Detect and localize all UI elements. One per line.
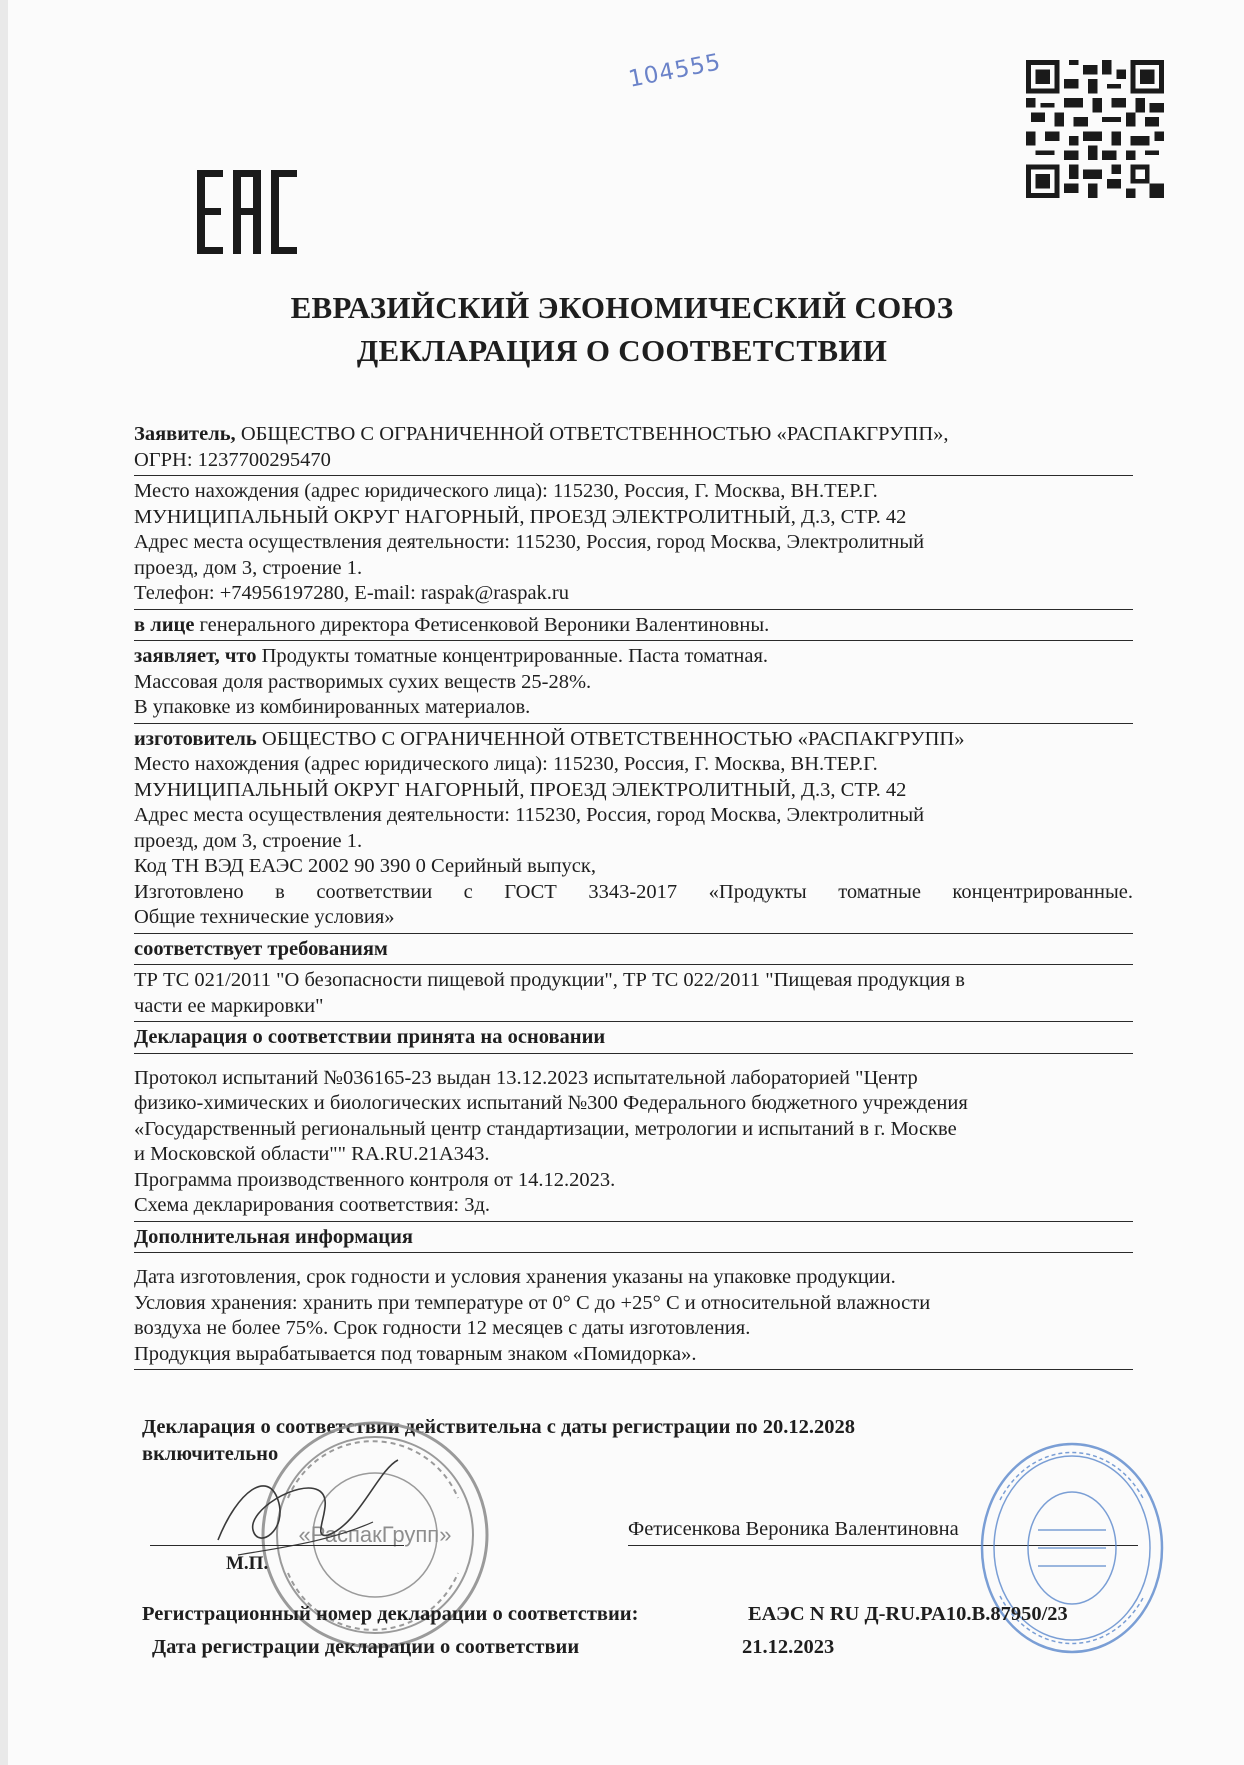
representative-section	[134, 613, 1133, 642]
qr-code-icon	[1026, 58, 1164, 200]
eac-logo-icon	[197, 170, 297, 254]
applicant-ogrn: ОГРН: 1237700295470	[134, 448, 331, 471]
basis-line: Протокол испытаний №036165-23 выдан 13.12.2023 испытательной лабораторией "Центр	[134, 1066, 918, 1089]
additional-line: Продукция вырабатывается под товарным знаком «Помидорка».	[134, 1342, 697, 1365]
basis-line: физико-химических и биологических испытаний №300 Федерального бюджетного учреждения	[134, 1092, 968, 1114]
declares-section	[134, 644, 1133, 724]
signer-name: Фетисенкова Вероника Валентиновна	[628, 1518, 959, 1540]
requirements-line: ТР ТС 021/2011 "О безопасности пищевой продукции", ТР ТС 022/2011 "Пищевая продукция в	[134, 969, 965, 991]
seal-place-label: М.П.	[226, 1553, 269, 1574]
registration-number-label: Регистрационный номер декларации о соответствии:	[142, 1603, 639, 1625]
manufacturer-line: Общие технические условия»	[134, 906, 395, 928]
manufacturer-section	[134, 727, 1133, 934]
address-line: проезд, дом 3, строение 1.	[134, 556, 363, 579]
manufacturer-line: Место нахождения (адрес юридического лица): 115230, Россия, Г. Москва, ВН.ТЕР.Г.	[134, 753, 878, 775]
scan-edge	[0, 0, 8, 1765]
additional-line: Дата изготовления, срок годности и условия хранения указаны на упаковке продукции.	[134, 1266, 896, 1288]
address-line: Адрес места осуществления деятельности: 115230, Россия, город Москва, Электролитный	[134, 531, 925, 553]
basis-section	[134, 1066, 1133, 1222]
registration-number-value: ЕАЭС N RU Д-RU.PA10.B.87950/23	[748, 1603, 1068, 1625]
manufacturer-line: Адрес места осуществления деятельности: 115230, Россия, город Москва, Электролитный	[134, 804, 925, 826]
basis-line: и Московской области"" RA.RU.21A343.	[134, 1143, 490, 1165]
registration-date-label: Дата регистрации декларации о соответствии	[152, 1636, 580, 1658]
declaration-body	[134, 422, 1133, 1373]
basis-heading-section	[134, 1025, 1133, 1054]
applicant-section	[134, 422, 1133, 476]
requirements-section	[134, 968, 1133, 1022]
contact-line: Телефон: +74956197280, E-mail: raspak@raspak.ru	[134, 582, 569, 604]
union-title: ЕВРАЗИЙСКИЙ ЭКОНОМИЧЕСКИЙ СОЮЗ	[290, 290, 954, 325]
address-section	[134, 479, 1133, 610]
registration-date-value: 21.12.2023	[742, 1636, 835, 1658]
product-name: Продукты томатные концентрированные. Паста томатная.	[256, 645, 769, 667]
validity-line: Декларация о соответствии действительна с даты регистрации по 20.12.2028	[142, 1416, 855, 1438]
manufacturer-line: Код ТН ВЭД ЕАЭС 2002 90 390 0 Серийный выпуск,	[134, 855, 596, 877]
manufacturer-name: ОБЩЕСТВО С ОГРАНИЧЕННОЙ ОТВЕТСТВЕННОСТЬЮ «РАСПАКГРУПП»	[256, 727, 965, 750]
basis-line: Схема декларирования соответствия: 3д.	[134, 1194, 491, 1216]
additional-line: Условия хранения: хранить при температуре от 0° С до +25° С и относительной влажности	[134, 1291, 931, 1314]
address-line: МУНИЦИПАЛЬНЫЙ ОКРУГ НАГОРНЫЙ, ПРОЕЗД ЭЛЕКТРОЛИТНЫЙ, Д.3, СТР. 42	[134, 505, 907, 528]
additional-label: Дополнительная информация	[134, 1225, 413, 1248]
additional-line: воздуха не более 75%. Срок годности 12 месяцев с даты изготовления.	[134, 1317, 751, 1339]
basis-label: Декларация о соответствии принята на основании	[134, 1026, 606, 1048]
seal-center-text: «РаспакГрупп»	[298, 1522, 452, 1547]
validity-line: включительно	[142, 1443, 279, 1465]
requirements-line: части ее маркировки"	[134, 994, 324, 1017]
document-title: ДЕКЛАРАЦИЯ О СООТВЕТСТВИИ	[356, 333, 888, 368]
additional-section	[134, 1265, 1133, 1370]
spacer	[134, 1057, 1133, 1066]
product-line: В упаковке из комбинированных материалов.	[134, 696, 531, 718]
spacer	[134, 1256, 1133, 1265]
applicant-name: ОБЩЕСТВО С ОГРАНИЧЕННОЙ ОТВЕТСТВЕННОСТЬЮ «РАСПАКГРУПП»,	[235, 423, 949, 445]
basis-line: Программа производственного контроля от 14.12.2023.	[134, 1168, 616, 1191]
manufacturer-label: изготовитель	[134, 727, 257, 750]
address-line: Место нахождения (адрес юридического лица): 115230, Россия, Г. Москва, ВН.ТЕР.Г.	[134, 480, 878, 502]
signature-line	[150, 1545, 404, 1546]
additional-heading-section	[134, 1225, 1133, 1254]
applicant-label: Заявитель,	[134, 423, 236, 445]
manufacturer-line: Изготовлено в соответствии с ГОСТ 3343-2017 «Продукты томатные концентрированные.	[134, 880, 1133, 903]
product-line: Массовая доля растворимых сухих веществ 25-28%.	[134, 670, 592, 693]
requirements-label: соответствует требованиям	[134, 937, 388, 960]
requirements-heading-section	[134, 937, 1133, 966]
basis-line: «Государственный региональный центр стандартизации, метрологии и испытаний в г. Москве	[134, 1117, 957, 1140]
manufacturer-line: проезд, дом 3, строение 1.	[134, 829, 363, 852]
representative-label: в лице	[134, 613, 195, 636]
handwritten-number: 104555	[626, 49, 724, 93]
representative-text: генерального директора Фетисенковой Вероники Валентиновны.	[194, 613, 770, 636]
manufacturer-line: МУНИЦИПАЛЬНЫЙ ОКРУГ НАГОРНЫЙ, ПРОЕЗД ЭЛЕКТРОЛИТНЫЙ, Д.3, СТР. 42	[134, 778, 907, 801]
declares-label: заявляет, что	[134, 645, 257, 667]
